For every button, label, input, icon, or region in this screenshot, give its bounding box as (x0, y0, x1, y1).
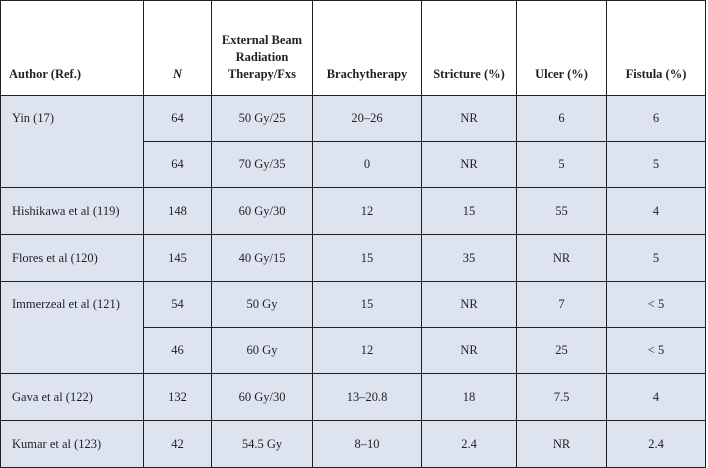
cell-fistula: < 5 (607, 282, 706, 328)
header-n-label: N (172, 67, 183, 81)
table-row (1, 374, 706, 421)
cell-n: 42 (144, 421, 212, 468)
cell-n: 54 (144, 282, 212, 328)
cell-ulcer: 7 (517, 282, 607, 328)
header-fistula: Fistula (%) (607, 1, 706, 96)
table-row (1, 188, 706, 235)
table-row (1, 235, 706, 282)
cell-stricture: NR (422, 328, 517, 374)
cell-brachytherapy: 13–20.8 (313, 374, 422, 421)
cell-ulcer: 5 (517, 142, 607, 188)
cell-stricture: NR (422, 282, 517, 328)
cell-ebrt: 54.5 Gy (212, 421, 313, 468)
cell-author: Yin (17) (1, 96, 144, 188)
cell-ulcer: NR (517, 421, 607, 468)
cell-stricture: 35 (422, 235, 517, 282)
header-brachytherapy: Brachytherapy (313, 1, 422, 96)
cell-stricture: 2.4 (422, 421, 517, 468)
cell-stricture: 18 (422, 374, 517, 421)
cell-ulcer: NR (517, 235, 607, 282)
cell-n: 46 (144, 328, 212, 374)
cell-fistula: 2.4 (607, 421, 706, 468)
cell-stricture: 15 (422, 188, 517, 235)
cell-ulcer: 55 (517, 188, 607, 235)
cell-brachytherapy: 12 (313, 188, 422, 235)
cell-stricture: NR (422, 96, 517, 142)
cell-author: Immerzeal et al (121) (1, 282, 144, 374)
cell-ebrt: 50 Gy/25 (212, 96, 313, 142)
cell-ebrt: 60 Gy (212, 328, 313, 374)
cell-fistula: 5 (607, 235, 706, 282)
table-row (1, 421, 706, 468)
cell-stricture: NR (422, 142, 517, 188)
header-ulcer: Ulcer (%) (517, 1, 607, 96)
header-author: Author (Ref.) (1, 1, 144, 96)
cell-author: Flores et al (120) (1, 235, 144, 282)
cell-brachytherapy: 0 (313, 142, 422, 188)
cell-brachytherapy: 20–26 (313, 96, 422, 142)
table-row (1, 96, 706, 142)
cell-ulcer: 6 (517, 96, 607, 142)
cell-fistula: 5 (607, 142, 706, 188)
cell-brachytherapy: 15 (313, 282, 422, 328)
cell-fistula: 6 (607, 96, 706, 142)
cell-n: 145 (144, 235, 212, 282)
cell-brachytherapy: 12 (313, 328, 422, 374)
cell-author: Gava et al (122) (1, 374, 144, 421)
table-row (1, 282, 706, 328)
header-n (144, 1, 212, 96)
cell-fistula: 4 (607, 188, 706, 235)
cell-brachytherapy: 15 (313, 235, 422, 282)
cell-ebrt: 40 Gy/15 (212, 235, 313, 282)
cell-ulcer: 25 (517, 328, 607, 374)
cell-ebrt: 70 Gy/35 (212, 142, 313, 188)
header-stricture: Stricture (%) (422, 1, 517, 96)
cell-fistula: 4 (607, 374, 706, 421)
cell-ebrt: 60 Gy/30 (212, 188, 313, 235)
cell-fistula: < 5 (607, 328, 706, 374)
header-row (1, 1, 706, 96)
cell-brachytherapy: 8–10 (313, 421, 422, 468)
cell-author: Kumar et al (123) (1, 421, 144, 468)
cell-n: 64 (144, 96, 212, 142)
cell-ebrt: 50 Gy (212, 282, 313, 328)
cell-ebrt: 60 Gy/30 (212, 374, 313, 421)
cell-author: Hishikawa et al (119) (1, 188, 144, 235)
cell-ulcer: 7.5 (517, 374, 607, 421)
cell-n: 64 (144, 142, 212, 188)
cell-n: 148 (144, 188, 212, 235)
header-ebrt: External Beam Radiation Therapy/Fxs (212, 1, 313, 96)
cell-n: 132 (144, 374, 212, 421)
